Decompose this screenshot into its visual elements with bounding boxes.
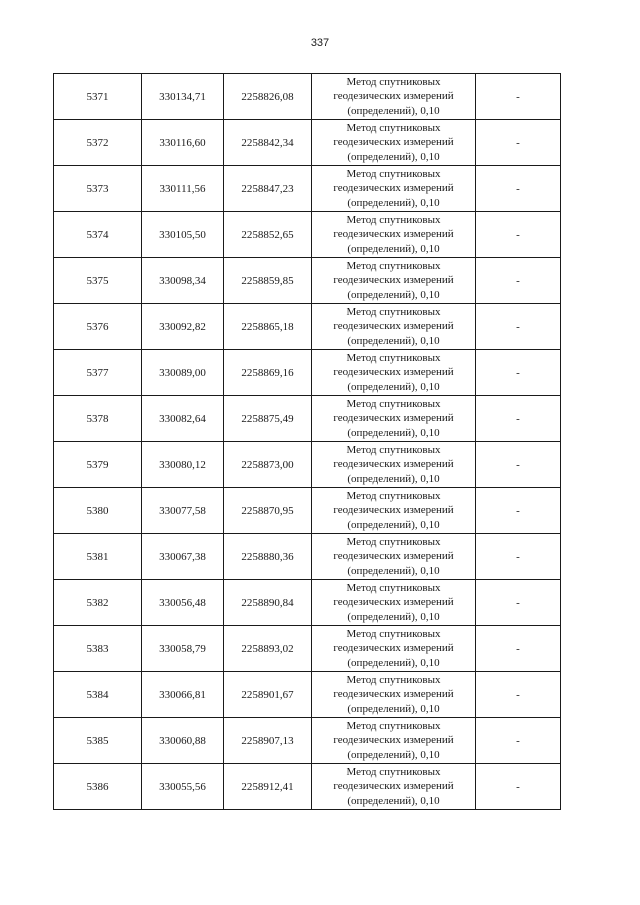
method-cell (312, 672, 476, 718)
method-text-line: Метод спутниковых (346, 673, 441, 686)
method-text-line: геодезических измерений (333, 734, 454, 747)
method-text-line: геодезических измерений (333, 688, 454, 701)
description-cell: - (476, 488, 561, 534)
point-number-cell: 5373 (54, 166, 142, 212)
method-text-line: Метод спутниковых (346, 489, 441, 502)
method-cell (312, 626, 476, 672)
description-cell: - (476, 718, 561, 764)
point-number-cell: 5383 (54, 626, 142, 672)
method-text-line: геодезических измерений (333, 412, 454, 425)
y-coordinate-cell: 2258842,34 (224, 120, 312, 166)
method-text-line: (определений), 0,10 (347, 702, 440, 715)
x-coordinate-cell: 330067,38 (142, 534, 224, 580)
method-text-line: геодезических измерений (333, 136, 454, 149)
description-cell: - (476, 166, 561, 212)
point-number-cell: 5382 (54, 580, 142, 626)
method-cell (312, 120, 476, 166)
method-text-line: Метод спутниковых (346, 75, 441, 88)
method-text-line: геодезических измерений (333, 366, 454, 379)
y-coordinate-cell: 2258893,02 (224, 626, 312, 672)
table-row (54, 764, 561, 810)
table-row (54, 718, 561, 764)
point-number-cell: 5381 (54, 534, 142, 580)
method-text-line: Метод спутниковых (346, 765, 441, 778)
y-coordinate-cell: 2258873,00 (224, 442, 312, 488)
x-coordinate-cell: 330058,79 (142, 626, 224, 672)
table-row (54, 258, 561, 304)
point-number-cell: 5371 (54, 74, 142, 120)
method-text-line: геодезических измерений (333, 182, 454, 195)
method-text-line: геодезических измерений (333, 642, 454, 655)
method-text-line: геодезических измерений (333, 90, 454, 103)
method-text-line: (определений), 0,10 (347, 288, 440, 301)
x-coordinate-cell: 330134,71 (142, 74, 224, 120)
x-coordinate-cell: 330082,64 (142, 396, 224, 442)
method-text-line: (определений), 0,10 (347, 150, 440, 163)
description-cell: - (476, 212, 561, 258)
x-coordinate-cell: 330092,82 (142, 304, 224, 350)
x-coordinate-cell: 330056,48 (142, 580, 224, 626)
method-text-line: геодезических измерений (333, 228, 454, 241)
y-coordinate-cell: 2258907,13 (224, 718, 312, 764)
method-cell (312, 534, 476, 580)
table-row (54, 74, 561, 120)
point-number-cell: 5379 (54, 442, 142, 488)
y-coordinate-cell: 2258869,16 (224, 350, 312, 396)
method-cell (312, 764, 476, 810)
method-text-line: Метод спутниковых (346, 167, 441, 180)
y-coordinate-cell: 2258865,18 (224, 304, 312, 350)
method-text-line: (определений), 0,10 (347, 426, 440, 439)
description-cell: - (476, 74, 561, 120)
method-text-line: Метод спутниковых (346, 397, 441, 410)
method-cell (312, 718, 476, 764)
y-coordinate-cell: 2258852,65 (224, 212, 312, 258)
table-row (54, 580, 561, 626)
method-text-line: (определений), 0,10 (347, 334, 440, 347)
x-coordinate-cell: 330080,12 (142, 442, 224, 488)
point-number-cell: 5378 (54, 396, 142, 442)
x-coordinate-cell: 330066,81 (142, 672, 224, 718)
point-number-cell: 5376 (54, 304, 142, 350)
table-row (54, 212, 561, 258)
method-text-line: Метод спутниковых (346, 443, 441, 456)
y-coordinate-cell: 2258880,36 (224, 534, 312, 580)
table-row (54, 120, 561, 166)
point-number-cell: 5372 (54, 120, 142, 166)
description-cell: - (476, 442, 561, 488)
method-text-line: Метод спутниковых (346, 259, 441, 272)
method-text-line: (определений), 0,10 (347, 656, 440, 669)
x-coordinate-cell: 330105,50 (142, 212, 224, 258)
method-text-line: геодезических измерений (333, 780, 454, 793)
method-text-line: (определений), 0,10 (347, 242, 440, 255)
table-row (54, 166, 561, 212)
method-text-line: Метод спутниковых (346, 581, 441, 594)
x-coordinate-cell: 330077,58 (142, 488, 224, 534)
method-text-line: Метод спутниковых (346, 213, 441, 226)
method-cell (312, 166, 476, 212)
table-row (54, 304, 561, 350)
x-coordinate-cell: 330116,60 (142, 120, 224, 166)
table-row (54, 488, 561, 534)
method-text-line: (определений), 0,10 (347, 380, 440, 393)
method-text-line: Метод спутниковых (346, 627, 441, 640)
method-cell (312, 442, 476, 488)
point-number-cell: 5377 (54, 350, 142, 396)
page-number: 337 (310, 37, 330, 49)
method-cell (312, 258, 476, 304)
method-text-line: геодезических измерений (333, 596, 454, 609)
point-number-cell: 5374 (54, 212, 142, 258)
coordinates-table (53, 73, 561, 810)
description-cell: - (476, 396, 561, 442)
method-text-line: геодезических измерений (333, 458, 454, 471)
method-cell (312, 488, 476, 534)
description-cell: - (476, 350, 561, 396)
method-cell (312, 304, 476, 350)
method-text-line: Метод спутниковых (346, 535, 441, 548)
y-coordinate-cell: 2258901,67 (224, 672, 312, 718)
point-number-cell: 5380 (54, 488, 142, 534)
method-text-line: (определений), 0,10 (347, 564, 440, 577)
method-text-line: геодезических измерений (333, 504, 454, 517)
description-cell: - (476, 258, 561, 304)
method-cell (312, 580, 476, 626)
point-number-cell: 5386 (54, 764, 142, 810)
coordinates-table-body (54, 74, 561, 810)
table-row (54, 626, 561, 672)
x-coordinate-cell: 330060,88 (142, 718, 224, 764)
y-coordinate-cell: 2258859,85 (224, 258, 312, 304)
table-row (54, 534, 561, 580)
table-row (54, 442, 561, 488)
method-text-line: (определений), 0,10 (347, 104, 440, 117)
method-text-line: геодезических измерений (333, 550, 454, 563)
description-cell: - (476, 534, 561, 580)
method-text-line: (определений), 0,10 (347, 518, 440, 531)
y-coordinate-cell: 2258870,95 (224, 488, 312, 534)
y-coordinate-cell: 2258826,08 (224, 74, 312, 120)
description-cell: - (476, 764, 561, 810)
method-text-line: (определений), 0,10 (347, 196, 440, 209)
description-cell: - (476, 304, 561, 350)
x-coordinate-cell: 330111,56 (142, 166, 224, 212)
point-number-cell: 5384 (54, 672, 142, 718)
method-text-line: (определений), 0,10 (347, 748, 440, 761)
table-row (54, 350, 561, 396)
method-cell (312, 74, 476, 120)
method-text-line: Метод спутниковых (346, 351, 441, 364)
y-coordinate-cell: 2258912,41 (224, 764, 312, 810)
y-coordinate-cell: 2258875,49 (224, 396, 312, 442)
method-text-line: (определений), 0,10 (347, 610, 440, 623)
y-coordinate-cell: 2258890,84 (224, 580, 312, 626)
method-text-line: Метод спутниковых (346, 305, 441, 318)
x-coordinate-cell: 330098,34 (142, 258, 224, 304)
description-cell: - (476, 672, 561, 718)
method-text-line: геодезических измерений (333, 274, 454, 287)
method-text-line: (определений), 0,10 (347, 794, 440, 807)
method-cell (312, 350, 476, 396)
description-cell: - (476, 626, 561, 672)
point-number-cell: 5375 (54, 258, 142, 304)
method-cell (312, 396, 476, 442)
point-number-cell: 5385 (54, 718, 142, 764)
description-cell: - (476, 120, 561, 166)
method-text-line: Метод спутниковых (346, 121, 441, 134)
method-text-line: Метод спутниковых (346, 719, 441, 732)
description-cell: - (476, 580, 561, 626)
method-text-line: (определений), 0,10 (347, 472, 440, 485)
method-text-line: геодезических измерений (333, 320, 454, 333)
y-coordinate-cell: 2258847,23 (224, 166, 312, 212)
table-row (54, 396, 561, 442)
x-coordinate-cell: 330055,56 (142, 764, 224, 810)
x-coordinate-cell: 330089,00 (142, 350, 224, 396)
method-cell (312, 212, 476, 258)
table-row (54, 672, 561, 718)
